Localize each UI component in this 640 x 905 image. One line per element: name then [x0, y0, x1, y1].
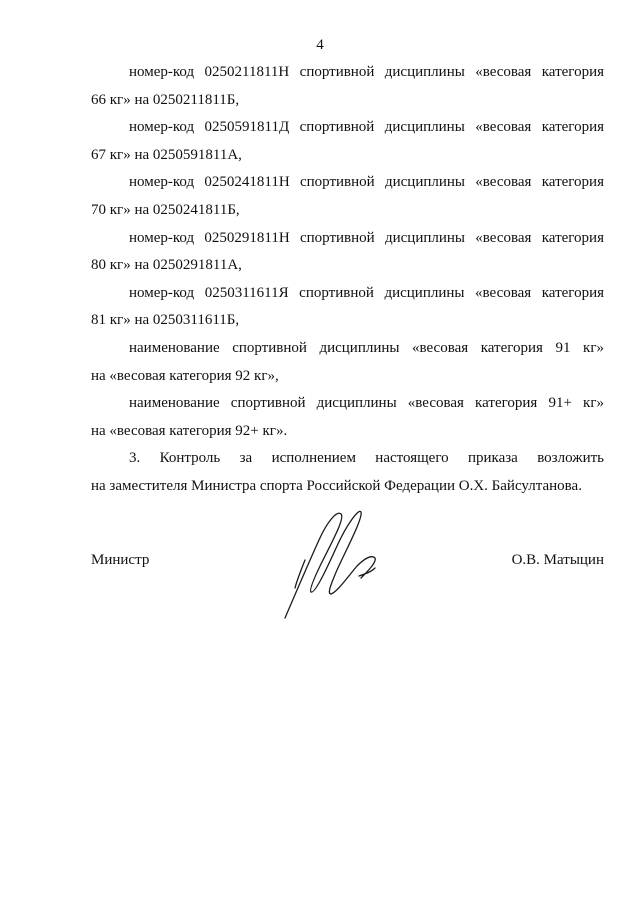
paragraph-line: 81 кг» на 0250311611Б, — [91, 312, 240, 329]
paragraph-item — [91, 225, 604, 280]
paragraph-line: 67 кг» на 0250591811А, — [91, 146, 242, 163]
paragraph-line: 80 кг» на 0250291811А, — [91, 257, 242, 274]
paragraph-item — [91, 390, 604, 445]
paragraph-line: номер-код 0250591811Д спортивной дисциплины «весовая категория — [129, 119, 604, 136]
paragraph-line: 70 кг» на 0250241811Б, — [91, 201, 240, 218]
paragraph-line: номер-код 0250241811Н спортивной дисциплины «весовая категория — [129, 174, 604, 191]
paragraph-line: на заместителя Министра спорта Российской Федерации О.Х. Байсултанова. — [91, 477, 582, 494]
signatory-title: Министр — [91, 552, 150, 568]
paragraph-item — [91, 114, 604, 169]
paragraph-item — [91, 169, 604, 224]
paragraph-line: наименование спортивной дисциплины «весовая категория 91 кг» — [129, 339, 604, 356]
paragraph-item — [91, 280, 604, 335]
paragraph-item — [91, 445, 604, 500]
paragraph-line: номер-код 0250291811Н спортивной дисциплины «весовая категория — [129, 229, 604, 246]
paragraph-line: на «весовая категория 92 кг», — [91, 367, 279, 384]
paragraph-item — [91, 59, 604, 114]
paragraph-line: на «весовая категория 92+ кг». — [91, 422, 288, 439]
document-body — [91, 59, 604, 501]
paragraph-line: 66 кг» на 0250211811Б, — [91, 91, 240, 108]
signatory-name: О.В. Матыцин — [511, 552, 604, 568]
paragraph-line: 3. Контроль за исполнением настоящего приказа возложить — [129, 450, 604, 467]
paragraph-item — [91, 335, 604, 390]
paragraph-line: наименование спортивной дисциплины «весовая категория 91+ кг» — [129, 395, 604, 412]
paragraph-line: номер-код 0250311611Я спортивной дисциплины «весовая категория — [129, 284, 604, 301]
signature-block — [91, 552, 604, 574]
paragraph-line: номер-код 0250211811Н спортивной дисциплины «весовая категория — [129, 64, 604, 80]
page-number: 4 — [316, 37, 324, 53]
